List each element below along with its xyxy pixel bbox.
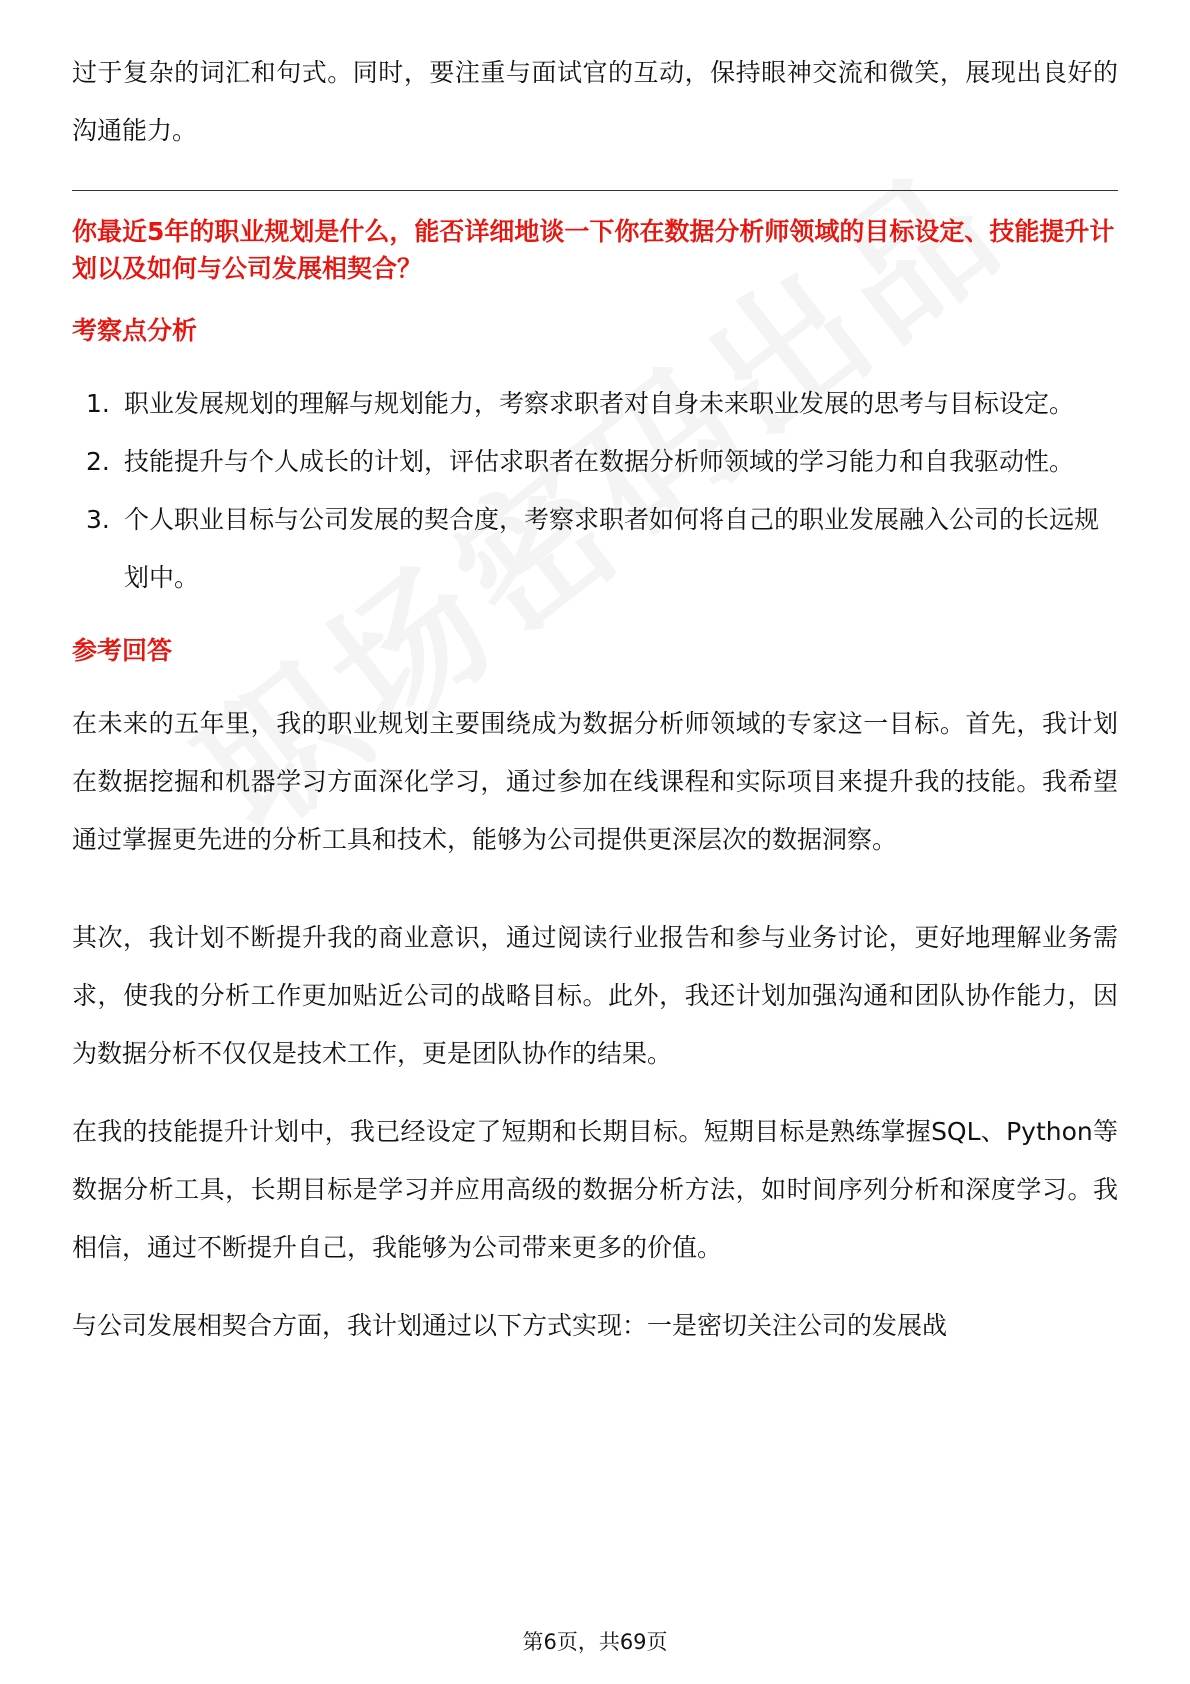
list-item-number: 3. — [86, 505, 110, 534]
answer-paragraph: 与公司发展相契合方面，我计划通过以下方式实现：一是密切关注公司的发展战 — [72, 1311, 948, 1340]
answer-paragraph: 其次，我计划不断提升我的商业意识，通过阅读行业报告和参与业务讨论，更好地理解业务需求，使我的分析工作更加贴近公司的战略目标。此外，我还计划加强沟通和团队协作能力，因为数据分析不仅仅是技术工作，更是团队协作的结果。 — [72, 923, 1118, 1068]
list-item-number: 1. — [86, 389, 110, 418]
answer-paragraph: 在我的技能提升计划中，我已经设定了短期和长期目标。短期目标是熟练掌握SQL、Python等数据分析工具，长期目标是学习并应用高级的数据分析方法，如时间序列分析和深度学习。我相信，通过不断提升自己，我能够为公司带来更多的价值。 — [72, 1117, 1118, 1262]
intro-paragraph: 过于复杂的词汇和句式。同时，要注重与面试官的互动，保持眼神交流和微笑，展现出良好的沟通能力。 — [72, 58, 1118, 145]
list-item — [72, 375, 1118, 433]
section-divider — [72, 190, 1118, 191]
list-item — [72, 433, 1118, 491]
list-item-text: 职业发展规划的理解与规划能力，考察求职者对自身未来职业发展的思考与目标设定。 — [124, 389, 1075, 418]
list-item-text: 技能提升与个人成长的计划，评估求职者在数据分析师领域的学习能力和自我驱动性。 — [124, 447, 1075, 476]
answer-paragraph: 在未来的五年里，我的职业规划主要围绕成为数据分析师领域的专家这一目标。首先，我计划在数据挖掘和机器学习方面深化学习，通过参加在线课程和实际项目来提升我的技能。我希望通过掌握更先进的分析工具和技术，能够为公司提供更深层次的数据洞察。 — [72, 709, 1118, 854]
list-item-text: 个人职业目标与公司发展的契合度，考察求职者如何将自己的职业发展融入公司的长远规划中。 — [124, 505, 1100, 592]
analysis-title: 考察点分析 — [72, 316, 198, 345]
question-heading: 你最近5年的职业规划是什么，能否详细地谈一下你在数据分析师领域的目标设定、技能提升计划以及如何与公司发展相契合？ — [72, 217, 1115, 283]
page-number-footer: 第6页，共69页 — [522, 1630, 668, 1654]
page-content — [72, 44, 1118, 1355]
answer-title: 参考回答 — [72, 636, 173, 665]
analysis-list — [72, 375, 1118, 607]
list-item — [72, 491, 1118, 607]
list-item-number: 2. — [86, 447, 110, 476]
